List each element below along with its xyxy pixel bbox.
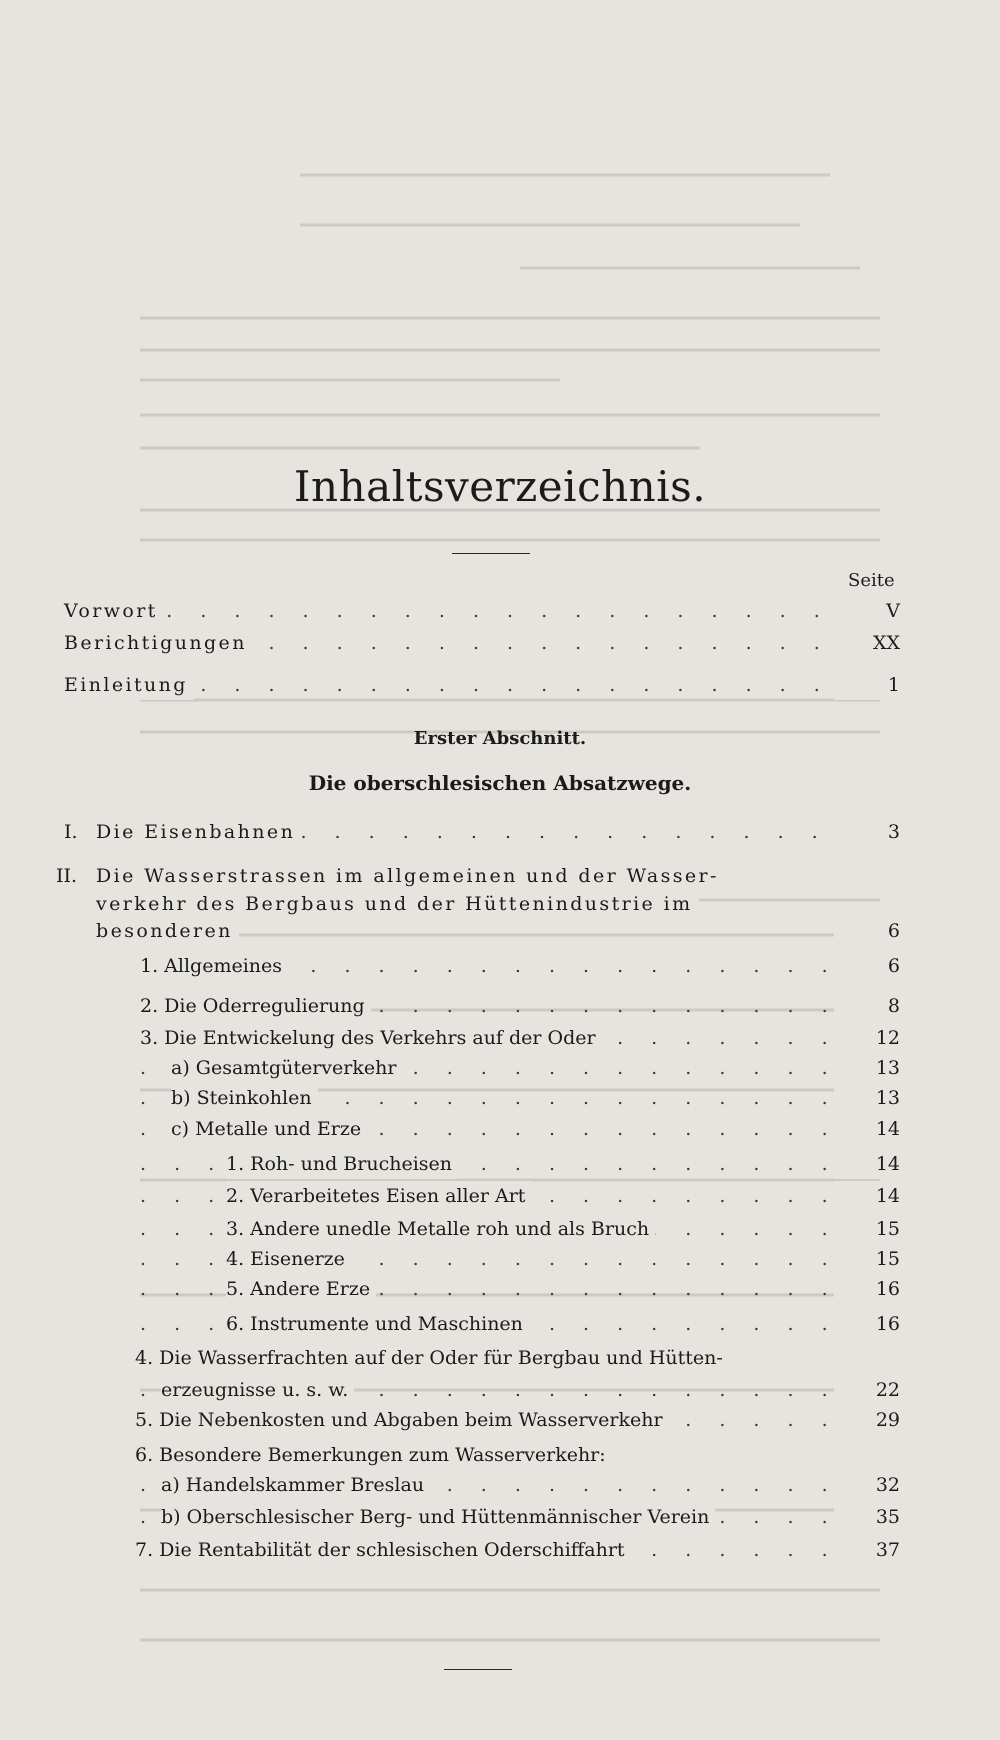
page-title: Inhaltsverzeichnis. bbox=[293, 462, 707, 511]
toc-label: Die Wasserstrassen im allgemeinen und der Wasser- bbox=[96, 861, 725, 891]
toc-label: a) Handelskammer Breslau bbox=[161, 1470, 430, 1500]
toc-label: 2. Verarbeitetes Eisen aller Art bbox=[226, 1181, 531, 1211]
toc-entry-vorwort[interactable] bbox=[0, 596, 1000, 626]
toc-page: 6 bbox=[834, 951, 900, 981]
toc-page: 32 bbox=[834, 1470, 900, 1500]
toc-label: Die Eisenbahnen bbox=[96, 817, 301, 847]
toc-entry-wasserfrachten-end[interactable] bbox=[0, 1375, 1000, 1405]
toc-entry-huettenverein[interactable] bbox=[0, 1502, 1000, 1532]
toc-page: 35 bbox=[834, 1502, 900, 1532]
toc-page: 13 bbox=[834, 1083, 900, 1113]
toc-entry-wasserstrassen-cont bbox=[0, 889, 1000, 919]
toc-label: 2. Die Oderregulierung bbox=[140, 991, 371, 1021]
toc-entry-instrumente[interactable] bbox=[0, 1309, 1000, 1339]
toc-label: 4. Eisenerze bbox=[226, 1244, 351, 1274]
page-column-label: Seite bbox=[848, 570, 895, 591]
toc-label: a) Gesamtgüterverkehr bbox=[171, 1053, 402, 1083]
toc-label: erzeugnisse u. s. w. bbox=[161, 1375, 354, 1405]
toc-entry-unedle-metalle[interactable] bbox=[0, 1214, 1000, 1244]
toc-entry-steinkohlen[interactable] bbox=[0, 1083, 1000, 1113]
toc-label: 4. Die Wasserfrachten auf der Oder für Bergbau und Hütten- bbox=[135, 1343, 729, 1373]
toc-label: Einleitung bbox=[64, 670, 194, 700]
toc-page: 14 bbox=[834, 1114, 900, 1144]
toc-page: 8 bbox=[834, 991, 900, 1021]
toc-entry-oderregulierung[interactable] bbox=[0, 991, 1000, 1021]
toc-entry-wasserstrassen-end[interactable] bbox=[0, 916, 1000, 946]
toc-label: 5. Andere Erze bbox=[226, 1274, 376, 1304]
toc-label: 5. Die Nebenkosten und Abgaben beim Wasserverkehr bbox=[135, 1405, 669, 1435]
toc-entry-verarbeitetes-eisen[interactable] bbox=[0, 1181, 1000, 1211]
toc-page: 13 bbox=[834, 1053, 900, 1083]
toc-page: 29 bbox=[834, 1405, 900, 1435]
toc-entry-einleitung[interactable] bbox=[0, 670, 1000, 700]
toc-label: 3. Andere unedle Metalle roh und als Bruch bbox=[226, 1214, 655, 1244]
toc-page: 15 bbox=[834, 1214, 900, 1244]
title-divider bbox=[452, 553, 530, 554]
toc-label: b) Oberschlesischer Berg- und Hüttenmännischer Verein bbox=[161, 1502, 715, 1532]
toc-label: 1. Allgemeines bbox=[140, 951, 288, 981]
toc-entry-bemerkungen bbox=[0, 1440, 1000, 1470]
toc-entry-gesamtgueterverkehr[interactable] bbox=[0, 1053, 1000, 1083]
toc-entry-handelskammer[interactable] bbox=[0, 1470, 1000, 1500]
toc-page: 3 bbox=[834, 817, 900, 847]
toc-page: 12 bbox=[834, 1023, 900, 1053]
end-divider bbox=[444, 1669, 512, 1670]
section-heading: Erster Abschnitt. bbox=[413, 728, 587, 749]
toc-page: 22 bbox=[834, 1375, 900, 1405]
toc-label: verkehr des Bergbaus und der Hüttenindustrie im bbox=[96, 889, 699, 919]
toc-label: besonderen bbox=[96, 916, 239, 946]
toc-label: 6. Instrumente und Maschinen bbox=[226, 1309, 529, 1339]
toc-entry-eisenerze[interactable] bbox=[0, 1244, 1000, 1274]
toc-entry-rentabilitaet[interactable] bbox=[0, 1535, 1000, 1565]
toc-entry-wasserfrachten[interactable] bbox=[0, 1343, 1000, 1373]
toc-label: 3. Die Entwickelung des Verkehrs auf der Oder bbox=[140, 1023, 602, 1053]
toc-entry-nebenkosten[interactable] bbox=[0, 1405, 1000, 1435]
toc-label: b) Steinkohlen bbox=[171, 1083, 318, 1113]
toc-entry-roh-brucheisen[interactable] bbox=[0, 1149, 1000, 1179]
toc-label: 1. Roh- und Brucheisen bbox=[226, 1149, 458, 1179]
section-subheading: Die oberschlesischen Absatzwege. bbox=[308, 771, 692, 795]
toc-label: c) Metalle und Erze bbox=[171, 1114, 367, 1144]
toc-entry-allgemeines[interactable] bbox=[0, 951, 1000, 981]
chapter-number: II. bbox=[56, 861, 83, 891]
toc-label: Berichtigungen bbox=[64, 628, 253, 658]
toc-entry-wasserstrassen[interactable] bbox=[0, 861, 1000, 891]
toc-entry-eisenbahnen[interactable] bbox=[0, 817, 1000, 847]
toc-page: 6 bbox=[834, 916, 900, 946]
toc-page: 15 bbox=[834, 1244, 900, 1274]
toc-entry-entwickelung[interactable] bbox=[0, 1023, 1000, 1053]
toc-page: 14 bbox=[834, 1181, 900, 1211]
toc-page: 37 bbox=[834, 1535, 900, 1565]
toc-page: 1 bbox=[834, 670, 900, 700]
toc-entry-berichtigungen[interactable] bbox=[0, 628, 1000, 658]
toc-label: 7. Die Rentabilität der schlesischen Oderschiffahrt bbox=[135, 1535, 631, 1565]
toc-page: 14 bbox=[834, 1149, 900, 1179]
toc-label: Vorwort bbox=[64, 596, 164, 626]
toc-entry-metalle-erze[interactable] bbox=[0, 1114, 1000, 1144]
toc-page: XX bbox=[834, 628, 900, 658]
toc-page: 16 bbox=[834, 1274, 900, 1304]
chapter-number: I. bbox=[64, 817, 84, 847]
dot-leader bbox=[64, 596, 900, 626]
toc-label: 6. Besondere Bemerkungen zum Wasserverkehr: bbox=[135, 1440, 612, 1470]
toc-entry-andere-erze[interactable] bbox=[0, 1274, 1000, 1304]
toc-page: 16 bbox=[834, 1309, 900, 1339]
toc-page: V bbox=[834, 596, 900, 626]
